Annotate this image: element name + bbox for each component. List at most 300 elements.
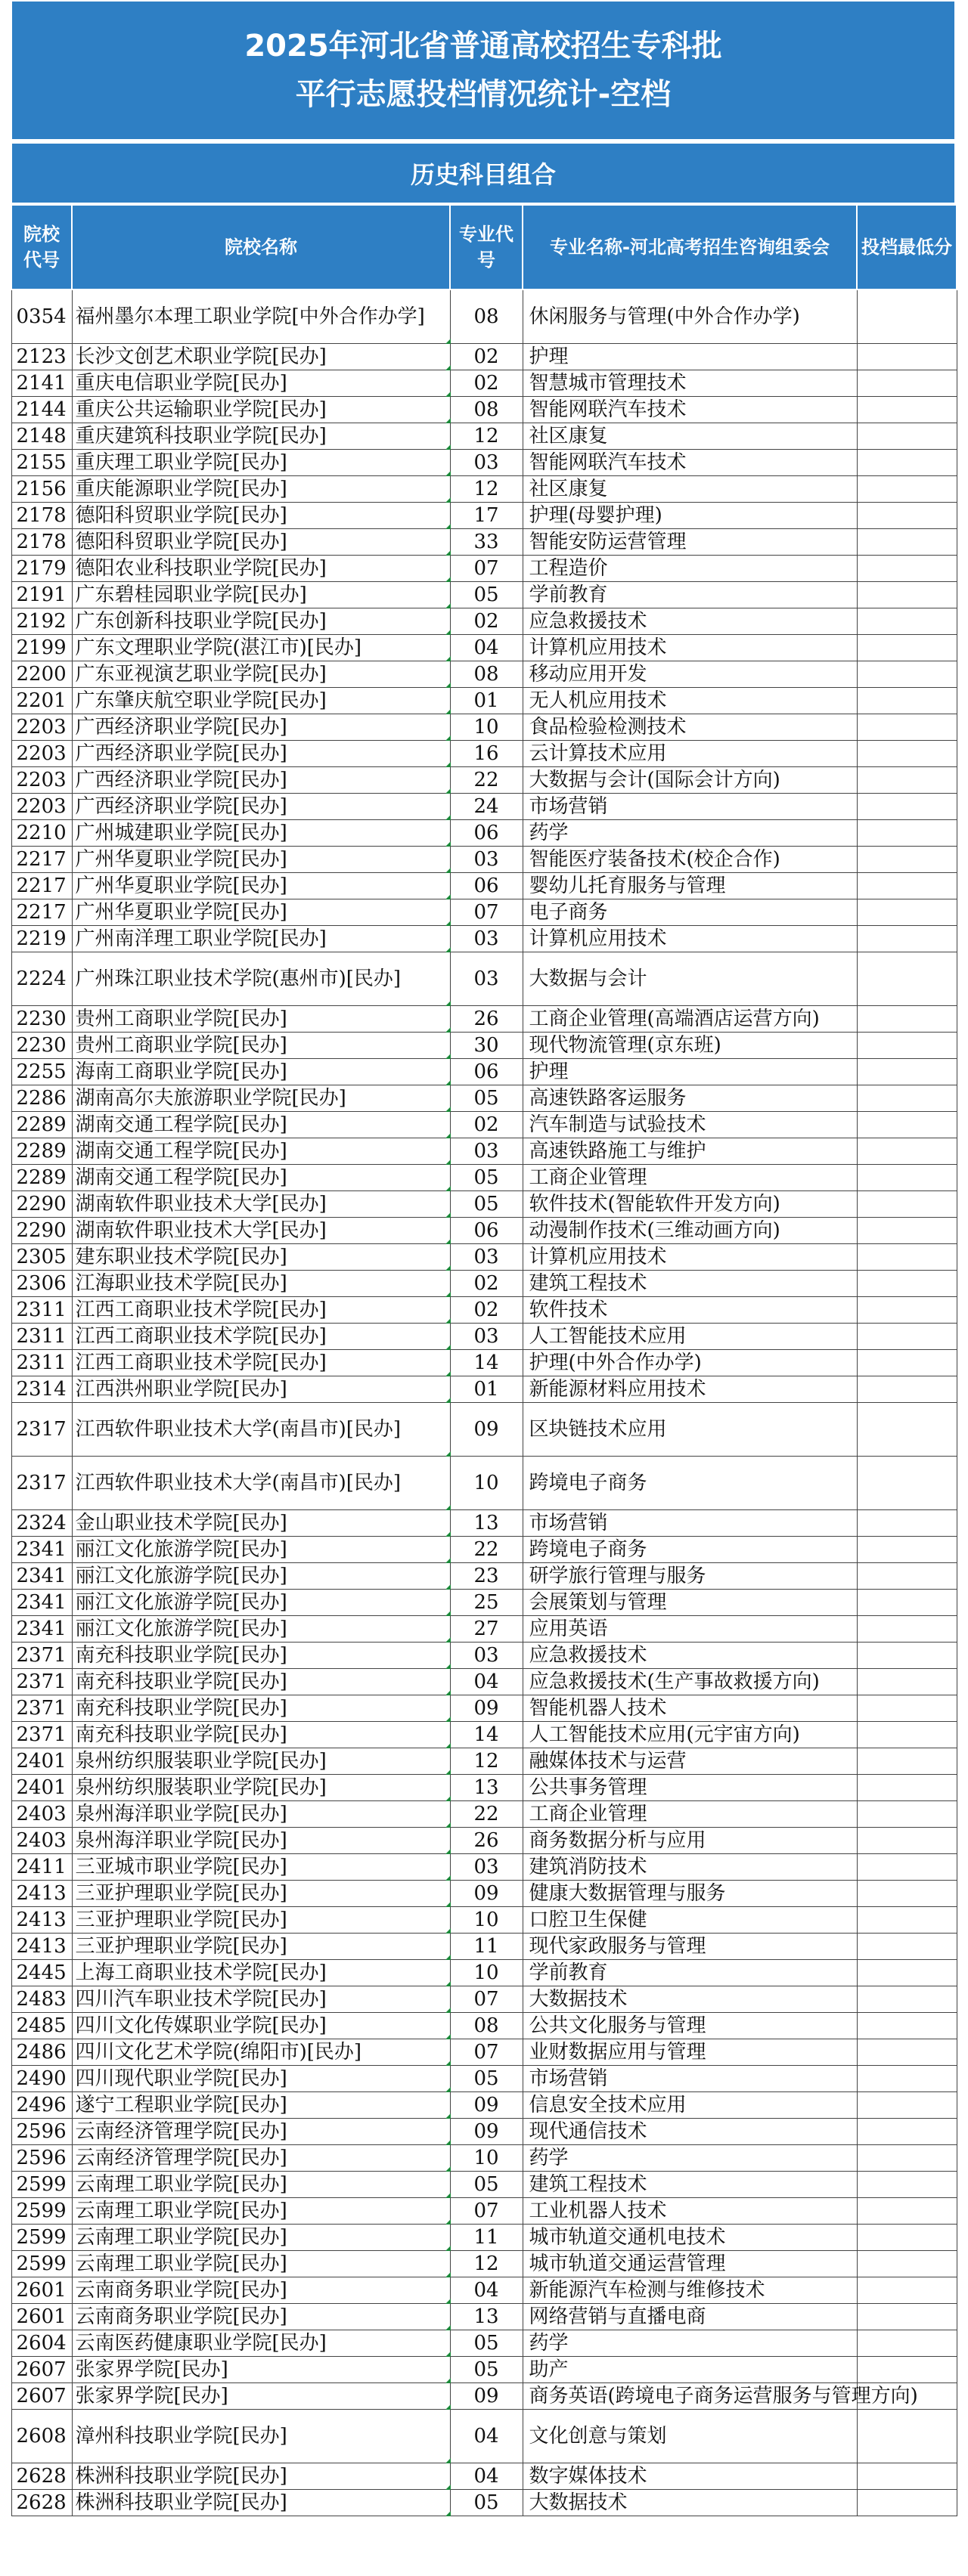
- major-name-cell-text: 智慧城市管理技术: [529, 372, 687, 395]
- major-code-cell: [450, 1748, 523, 1775]
- min-score-cell: [857, 1112, 957, 1138]
- school-name-cell-text: 德阳科贸职业学院[民办]: [75, 504, 287, 527]
- school-name-cell: [72, 556, 450, 582]
- major-name-cell: [523, 926, 857, 952]
- school-code-cell: [11, 926, 72, 952]
- school-name-cell: [72, 397, 450, 423]
- table-row: [11, 1854, 957, 1881]
- school-code-cell-text: 2371: [16, 1723, 67, 1746]
- table-row: [11, 476, 957, 503]
- major-name-cell-text: 护理(母婴护理): [529, 504, 662, 527]
- table-row: [11, 556, 957, 582]
- major-code-cell: [450, 1165, 523, 1191]
- min-score-cell: [857, 344, 957, 370]
- school-code-cell-text: 2628: [16, 2491, 67, 2514]
- major-code-cell-text: 01: [473, 689, 499, 712]
- major-name-cell-text: 大数据技术: [529, 1988, 628, 2011]
- school-code-cell-text: 2203: [16, 769, 67, 791]
- school-code-cell-text: 2201: [16, 689, 67, 712]
- major-name-cell: [523, 1244, 857, 1271]
- school-code-cell: [11, 503, 72, 529]
- school-name-cell-text: 三亚护理职业学院[民办]: [75, 1909, 287, 1931]
- min-score-cell: [857, 741, 957, 767]
- major-code-cell: [450, 1643, 523, 1669]
- min-score-cell: [857, 556, 957, 582]
- school-name-cell-text: 金山职业技术学院[民办]: [75, 1512, 287, 1534]
- school-name-cell-text: 湖南软件职业技术大学[民办]: [75, 1219, 327, 1242]
- school-name-cell: [72, 1271, 450, 1297]
- school-code-cell-text: 2411: [16, 1856, 67, 1878]
- major-code-cell: [450, 1986, 523, 2013]
- min-score-cell: [857, 899, 957, 926]
- school-name-cell: [72, 1907, 450, 1934]
- major-name-cell: [523, 2410, 857, 2463]
- table-row: [11, 2119, 957, 2145]
- school-code-cell: [11, 1350, 72, 1376]
- school-name-cell: [72, 1403, 450, 1457]
- major-code-cell-text: 24: [473, 795, 499, 818]
- school-name-cell-text: 四川汽车职业技术学院[民办]: [75, 1988, 327, 2011]
- major-code-cell-text: 05: [473, 1087, 499, 1110]
- school-code-cell: [11, 1881, 72, 1907]
- min-score-cell: [857, 1218, 957, 1244]
- major-code-cell: [450, 2304, 523, 2330]
- school-code-cell-text: 2403: [16, 1803, 67, 1825]
- school-name-cell-text: 三亚护理职业学院[民办]: [75, 1882, 287, 1905]
- school-name-cell-text: 云南理工职业学院[民办]: [75, 2173, 287, 2196]
- table-row: [11, 847, 957, 873]
- major-code-cell: [450, 820, 523, 847]
- school-name-cell-text: 广西经济职业学院[民办]: [75, 769, 287, 791]
- school-code-cell-text: 2230: [16, 1008, 67, 1030]
- table-row: [11, 1297, 957, 1324]
- min-score-cell: [857, 1616, 957, 1643]
- major-code-cell: [450, 1191, 523, 1218]
- school-code-cell-text: 2289: [16, 1140, 67, 1163]
- min-score-cell: [857, 1059, 957, 1085]
- table-row: [11, 1590, 957, 1616]
- school-name-cell-text: 广州华夏职业学院[民办]: [75, 901, 287, 924]
- min-score-cell: [857, 582, 957, 608]
- table-row: [11, 1748, 957, 1775]
- major-name-cell-text: 会展策划与管理: [529, 1591, 667, 1614]
- major-code-cell: [450, 2410, 523, 2463]
- school-code-cell-text: 2599: [16, 2252, 67, 2275]
- major-name-cell-text: 大数据技术: [529, 2491, 628, 2514]
- school-name-cell-text: 云南商务职业学院[民办]: [75, 2279, 287, 2302]
- school-code-cell-text: 2217: [16, 848, 67, 871]
- major-name-cell-text: 新能源材料应用技术: [529, 1378, 706, 1401]
- major-code-cell: [450, 741, 523, 767]
- major-code-cell-text: 26: [473, 1008, 499, 1030]
- major-name-cell: [523, 529, 857, 556]
- major-name-cell: [523, 1828, 857, 1854]
- table-row: [11, 2463, 957, 2490]
- major-code-cell: [450, 2198, 523, 2225]
- table-row: [11, 1563, 957, 1590]
- major-code-cell-text: 09: [473, 1697, 499, 1720]
- school-code-cell-text: 2483: [16, 1988, 67, 2011]
- major-code-cell: [450, 450, 523, 476]
- table-row: [11, 2066, 957, 2092]
- school-code-cell: [11, 1960, 72, 1986]
- major-code-cell-text: 30: [473, 1034, 499, 1057]
- school-name-cell-text: 江海职业技术学院[民办]: [75, 1272, 287, 1295]
- major-code-cell-text: 07: [473, 2200, 499, 2222]
- min-score-cell: [857, 2198, 957, 2225]
- major-name-cell-text: 汽车制造与试验技术: [529, 1113, 706, 1136]
- major-name-cell: [523, 847, 857, 873]
- major-name-cell: [523, 635, 857, 661]
- school-name-cell-text: 贵州工商职业学院[民办]: [75, 1034, 287, 1057]
- school-name-cell-text: 海南工商职业学院[民办]: [75, 1060, 287, 1083]
- major-code-cell: [450, 2092, 523, 2119]
- min-score-cell: [857, 2039, 957, 2066]
- school-name-cell-text: 株洲科技职业学院[民办]: [75, 2491, 287, 2514]
- school-code-cell-text: 2306: [16, 1272, 67, 1295]
- major-code-cell: [450, 2463, 523, 2490]
- school-code-cell: [11, 1112, 72, 1138]
- school-name-cell: [72, 1748, 450, 1775]
- major-name-cell-text: 无人机应用技术: [529, 689, 667, 712]
- school-name-cell-text: 云南理工职业学院[民办]: [75, 2226, 287, 2249]
- school-name-cell: [72, 1854, 450, 1881]
- major-code-cell: [450, 926, 523, 952]
- school-code-cell-text: 2599: [16, 2173, 67, 2196]
- school-code-cell: [11, 1616, 72, 1643]
- major-code-cell: [450, 1590, 523, 1616]
- table-body: [11, 289, 957, 2516]
- school-name-cell: [72, 1669, 450, 1695]
- school-code-cell: [11, 529, 72, 556]
- school-name-cell-text: 四川文化艺术学院(绵阳市)[民办]: [75, 2041, 362, 2064]
- table-row: [11, 1403, 957, 1457]
- major-name-cell: [523, 2119, 857, 2145]
- school-name-cell: [72, 1510, 450, 1537]
- school-code-cell: [11, 1801, 72, 1828]
- school-name-cell-text: 云南经济管理学院[民办]: [75, 2120, 287, 2143]
- major-name-cell-text: 高速铁路施工与维护: [529, 1140, 706, 1163]
- school-name-cell: [72, 1828, 450, 1854]
- min-score-cell: [857, 1324, 957, 1350]
- table-row: [11, 714, 957, 741]
- major-name-cell: [523, 1271, 857, 1297]
- major-code-cell-text: 05: [473, 2173, 499, 2196]
- school-code-cell-text: 2156: [16, 478, 67, 500]
- school-code-cell: [11, 688, 72, 714]
- school-code-cell: [11, 1722, 72, 1748]
- major-code-cell-text: 13: [473, 1512, 499, 1534]
- major-name-cell-text: 智能网联汽车技术: [529, 398, 687, 421]
- major-name-cell: [523, 1881, 857, 1907]
- school-name-cell: [72, 2039, 450, 2066]
- header-major-code: 专业代号: [450, 205, 523, 289]
- min-score-cell: [857, 1006, 957, 1033]
- major-name-cell-text: 口腔卫生保健: [529, 1909, 647, 1931]
- major-name-cell-text: 护理(中外合作办学): [529, 1351, 702, 1374]
- table-row: [11, 2145, 957, 2172]
- major-name-cell-text: 新能源汽车检测与维修技术: [529, 2279, 765, 2302]
- major-code-cell-text: 04: [473, 2425, 499, 2448]
- school-name-cell: [72, 661, 450, 688]
- major-name-cell-text: 业财数据应用与管理: [529, 2041, 706, 2064]
- major-code-cell-text: 02: [473, 1272, 499, 1295]
- min-score-cell: [857, 1510, 957, 1537]
- school-name-cell: [72, 2277, 450, 2304]
- major-code-cell: [450, 1218, 523, 1244]
- major-name-cell-text: 跨境电子商务: [529, 1538, 647, 1561]
- major-name-cell: [523, 1748, 857, 1775]
- table-row: [11, 1907, 957, 1934]
- major-code-cell: [450, 1537, 523, 1563]
- school-code-cell-text: 2413: [16, 1935, 67, 1958]
- school-name-cell: [72, 899, 450, 926]
- school-code-cell-text: 2203: [16, 716, 67, 738]
- min-score-cell: [857, 847, 957, 873]
- major-name-cell-text: 食品检验检测技术: [529, 716, 687, 738]
- major-code-cell: [450, 1801, 523, 1828]
- school-code-cell-text: 2490: [16, 2067, 67, 2090]
- major-code-cell: [450, 1112, 523, 1138]
- table-row: [11, 344, 957, 370]
- min-score-cell: [857, 1033, 957, 1059]
- school-code-cell: [11, 1085, 72, 1112]
- school-code-cell: [11, 1006, 72, 1033]
- school-name-cell-text: 丽江文化旅游学院[民办]: [75, 1618, 287, 1640]
- min-score-cell: [857, 1457, 957, 1510]
- major-code-cell-text: 09: [473, 2385, 499, 2407]
- school-code-cell: [11, 1376, 72, 1403]
- major-code-cell-text: 03: [473, 1140, 499, 1163]
- school-name-cell-text: 三亚城市职业学院[民办]: [75, 1856, 287, 1878]
- min-score-cell: [857, 2304, 957, 2330]
- min-score-cell: [857, 1669, 957, 1695]
- min-score-cell: [857, 2119, 957, 2145]
- school-name-cell: [72, 476, 450, 503]
- major-name-cell: [523, 503, 857, 529]
- school-name-cell: [72, 1033, 450, 1059]
- major-code-cell-text: 05: [473, 2358, 499, 2381]
- min-score-cell: [857, 635, 957, 661]
- min-score-cell: [857, 1085, 957, 1112]
- major-name-cell-text: 现代物流管理(京东班): [529, 1034, 721, 1057]
- school-name-cell: [72, 2383, 450, 2410]
- major-name-cell: [523, 1138, 857, 1165]
- school-code-cell-text: 2144: [16, 398, 67, 421]
- school-code-cell: [11, 582, 72, 608]
- major-code-cell-text: 10: [473, 716, 499, 738]
- school-code-cell-text: 2607: [16, 2385, 67, 2407]
- major-code-cell-text: 02: [473, 345, 499, 368]
- major-name-cell-text: 工商企业管理: [529, 1166, 647, 1189]
- school-code-cell-text: 2200: [16, 663, 67, 686]
- table-row: [11, 1775, 957, 1801]
- school-code-cell: [11, 1510, 72, 1537]
- table-row: [11, 1350, 957, 1376]
- school-code-cell: [11, 1643, 72, 1669]
- school-name-cell-text: 上海工商职业技术学院[民办]: [75, 1961, 327, 1984]
- min-score-cell: [857, 1563, 957, 1590]
- table-row: [11, 2490, 957, 2516]
- major-code-cell: [450, 1722, 523, 1748]
- school-name-cell: [72, 1085, 450, 1112]
- school-code-cell-text: 2290: [16, 1193, 67, 1215]
- min-score-cell: [857, 1775, 957, 1801]
- school-code-cell-text: 2203: [16, 795, 67, 818]
- table-row: [11, 529, 957, 556]
- major-name-cell: [523, 289, 857, 344]
- school-code-cell: [11, 450, 72, 476]
- major-code-cell: [450, 1138, 523, 1165]
- major-name-cell-text: 健康大数据管理与服务: [529, 1882, 726, 1905]
- table-row: [11, 503, 957, 529]
- major-name-cell: [523, 1218, 857, 1244]
- school-code-cell-text: 2289: [16, 1166, 67, 1189]
- school-name-cell-text: 云南理工职业学院[民办]: [75, 2200, 287, 2222]
- major-name-cell-text: 智能网联汽车技术: [529, 451, 687, 474]
- major-code-cell: [450, 2119, 523, 2145]
- major-name-cell-text: 文化创意与策划: [529, 2425, 667, 2448]
- major-code-cell-text: 14: [473, 1723, 499, 1746]
- major-code-cell: [450, 582, 523, 608]
- major-code-cell-text: 03: [473, 451, 499, 474]
- min-score-cell: [857, 1643, 957, 1669]
- school-code-cell-text: 2311: [16, 1325, 67, 1348]
- major-name-cell-text: 工商企业管理(高端酒店运营方向): [529, 1008, 820, 1030]
- min-score-cell: [857, 1350, 957, 1376]
- major-code-cell-text: 03: [473, 848, 499, 871]
- school-name-cell: [72, 450, 450, 476]
- school-code-cell-text: 2210: [16, 822, 67, 844]
- min-score-cell: [857, 529, 957, 556]
- major-code-cell: [450, 635, 523, 661]
- major-name-cell: [523, 820, 857, 847]
- table-row: [11, 1669, 957, 1695]
- major-name-cell: [523, 2225, 857, 2251]
- school-code-cell: [11, 1191, 72, 1218]
- major-code-cell: [450, 2357, 523, 2383]
- table-row: [11, 2013, 957, 2039]
- major-name-cell-text: 计算机应用技术: [529, 927, 667, 950]
- major-name-cell: [523, 1510, 857, 1537]
- school-code-cell-text: 2305: [16, 1246, 67, 1268]
- major-code-cell-text: 05: [473, 1166, 499, 1189]
- school-code-cell: [11, 370, 72, 397]
- school-name-cell-text: 丽江文化旅游学院[民办]: [75, 1538, 287, 1561]
- school-code-cell: [11, 1669, 72, 1695]
- major-code-cell-text: 03: [473, 1325, 499, 1348]
- school-code-cell: [11, 1059, 72, 1085]
- table-row: [11, 661, 957, 688]
- min-score-cell: [857, 2463, 957, 2490]
- table-row: [11, 1457, 957, 1510]
- min-score-cell: [857, 2013, 957, 2039]
- major-name-cell-text: 应急救援技术(生产事故救援方向): [529, 1670, 820, 1693]
- major-name-cell-text: 区块链技术应用: [529, 1418, 667, 1441]
- major-name-cell: [523, 2383, 918, 2410]
- school-code-cell: [11, 2330, 72, 2357]
- major-code-cell-text: 17: [473, 504, 499, 527]
- school-code-cell: [11, 1590, 72, 1616]
- major-name-cell: [523, 397, 857, 423]
- major-code-cell: [450, 1960, 523, 1986]
- major-name-cell-text: 工程造价: [529, 557, 608, 580]
- school-name-cell-text: 广东文理职业学院(湛江市)[民办]: [75, 636, 362, 659]
- table-row: [11, 2225, 957, 2251]
- table-row: [11, 2251, 957, 2277]
- major-name-cell: [523, 767, 857, 794]
- school-name-cell: [72, 1059, 450, 1085]
- major-code-cell-text: 13: [473, 1776, 499, 1799]
- school-name-cell-text: 重庆公共运输职业学院[民办]: [75, 398, 327, 421]
- school-code-cell-text: 2324: [16, 1512, 67, 1534]
- major-code-cell: [450, 344, 523, 370]
- major-code-cell: [450, 608, 523, 635]
- major-name-cell-text: 药学: [529, 822, 569, 844]
- school-code-cell-text: 2496: [16, 2094, 67, 2116]
- major-name-cell-text: 软件技术: [529, 1299, 608, 1321]
- school-code-cell: [11, 2225, 72, 2251]
- major-name-cell: [523, 1006, 857, 1033]
- table-row: [11, 1271, 957, 1297]
- school-code-cell-text: 2371: [16, 1697, 67, 1720]
- min-score-cell: [857, 2172, 957, 2198]
- major-name-cell: [523, 873, 857, 899]
- school-code-cell-text: 2178: [16, 531, 67, 553]
- school-code-cell-text: 2191: [16, 584, 67, 606]
- major-code-cell-text: 06: [473, 822, 499, 844]
- school-name-cell-text: 重庆电信职业学院[民办]: [75, 372, 287, 395]
- school-name-cell-text: 重庆能源职业学院[民办]: [75, 478, 287, 500]
- major-code-cell: [450, 2066, 523, 2092]
- school-code-cell-text: 2401: [16, 1750, 67, 1773]
- min-score-cell: [857, 1403, 957, 1457]
- school-name-cell-text: 三亚护理职业学院[民办]: [75, 1935, 287, 1958]
- school-name-cell: [72, 1297, 450, 1324]
- school-code-cell-text: 2203: [16, 742, 67, 765]
- table-row: [11, 1695, 957, 1722]
- major-code-cell-text: 03: [473, 968, 499, 990]
- major-code-cell: [450, 1403, 523, 1457]
- school-code-cell: [11, 820, 72, 847]
- major-code-cell: [450, 1563, 523, 1590]
- school-name-cell: [72, 1801, 450, 1828]
- major-name-cell-text: 应急救援技术: [529, 610, 647, 633]
- major-name-cell: [523, 688, 857, 714]
- major-code-cell: [450, 2330, 523, 2357]
- min-score-cell: [857, 1537, 957, 1563]
- school-name-cell: [72, 1324, 450, 1350]
- school-name-cell-text: 江西工商职业技术学院[民办]: [75, 1299, 327, 1321]
- school-name-cell: [72, 1616, 450, 1643]
- major-name-cell: [523, 741, 857, 767]
- table-row: [11, 1165, 957, 1191]
- major-name-cell: [523, 370, 857, 397]
- min-score-cell: [857, 2490, 957, 2516]
- school-code-cell: [11, 1457, 72, 1510]
- school-code-cell: [11, 2145, 72, 2172]
- table-header-row: [11, 205, 957, 289]
- school-name-cell-text: 云南商务职业学院[民办]: [75, 2305, 287, 2328]
- school-code-cell-text: 2311: [16, 1351, 67, 1374]
- school-name-cell-text: 广西经济职业学院[民办]: [75, 716, 287, 738]
- school-name-cell-text: 广州南洋理工职业学院[民办]: [75, 927, 327, 950]
- school-name-cell: [72, 1112, 450, 1138]
- major-name-cell: [523, 1563, 857, 1590]
- table-row: [11, 1138, 957, 1165]
- table-row: [11, 635, 957, 661]
- major-name-cell-text: 护理: [529, 1060, 569, 1083]
